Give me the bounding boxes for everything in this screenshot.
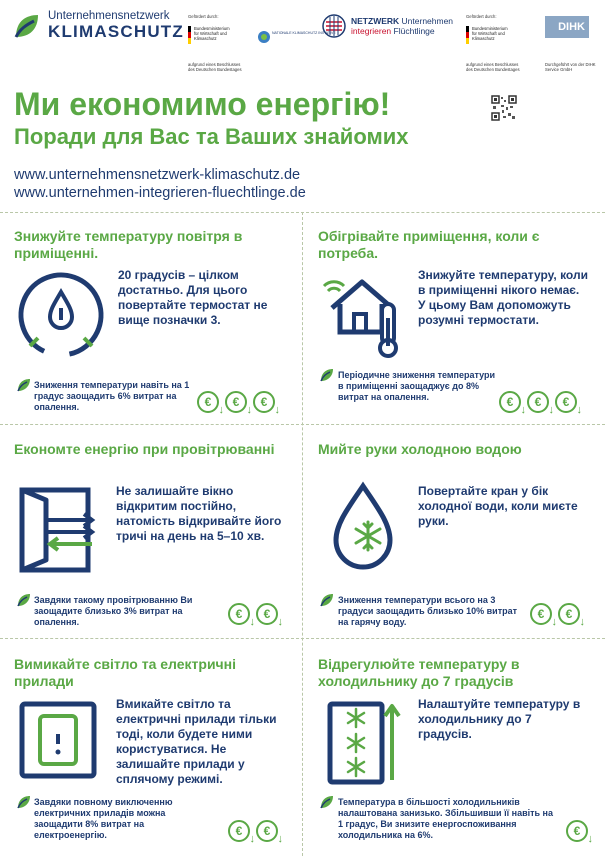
tip-body: Повертайте кран у бік холодної води, коли миєте руки. <box>418 484 578 528</box>
tip-title: Обігрівайте приміщення, коли є потреба. <box>318 228 540 261</box>
window-airflow-icon <box>18 486 98 579</box>
qr-code-icon[interactable] <box>491 95 517 121</box>
euro-savings-icon: € ↓ <box>558 603 580 625</box>
url-nui[interactable]: www.unternehmen-integrieren-fluechtlinge.de <box>14 185 306 201</box>
euro-savings-icon: € ↓ <box>228 603 250 625</box>
tip-note: Періодичне зниження температури в приміщенні заощаджує до 8% витрат на опалення. <box>338 370 496 402</box>
tip-note: Температура в більшості холодильників налаштована занизько. Збільшивши її навіть на 1 градус, Ви знизите енергоспоживання холодильника на 6%. <box>338 797 554 840</box>
leaf-bullet-icon <box>17 795 31 809</box>
euro-savings-icon: € ↓ <box>228 820 250 842</box>
page-title: Ми економимо енергію! <box>14 86 391 122</box>
leaf-bullet-icon <box>17 378 31 392</box>
bmwk-logo-2: Bundesministerium für Wirtschaft und Klimaschutz <box>466 26 512 44</box>
euro-savings-icon: € ↓ <box>566 820 588 842</box>
nui-logo: NETZWERK Unternehmen integrieren Flüchtlinge <box>322 14 453 38</box>
savings-icons <box>228 603 284 628</box>
nui-network-icon <box>322 14 346 38</box>
cold-water-drop-icon <box>328 480 398 577</box>
light-switch-icon <box>18 700 98 785</box>
bundestag-note-1: aufgrund eines Beschlusses des Deutschen Bundestages <box>188 62 242 72</box>
divider <box>302 212 303 856</box>
page-subtitle: Поради для Вас та Ваших знайомих <box>14 124 409 149</box>
dihk-note: Durchgeführt von der DIHK Service GmbH <box>545 62 596 72</box>
leaf-bullet-icon <box>17 593 31 607</box>
tip-title: Знижуйте температуру повітря в приміщенні. <box>14 228 243 261</box>
fridge-snowflake-icon <box>326 700 406 791</box>
ukl-line2: KLIMASCHUTZ <box>48 22 184 41</box>
savings-icons <box>228 820 284 845</box>
savings-icons <box>197 391 281 416</box>
tip-body: Налаштуйте температуру в холодильнику до 7 градусів. <box>418 697 581 741</box>
savings-icons <box>566 820 594 845</box>
tip-title: Вимикайте світло та електричні прилади <box>14 656 237 689</box>
euro-savings-icon: € ↓ <box>555 391 577 413</box>
thermostat-dial-icon <box>16 270 106 365</box>
ukl-leaf-icon <box>12 11 42 41</box>
euro-savings-icon: € ↓ <box>256 603 278 625</box>
smart-home-thermometer-icon <box>318 268 413 363</box>
tip-body: 20 градусів – цілком достатньо. Для цього повертайте термостат не вище позначки 3. <box>118 268 268 327</box>
tip-title: Мийте руки холодною водою <box>318 441 522 457</box>
leaf-bullet-icon <box>320 795 334 809</box>
leaf-bullet-icon <box>320 368 334 382</box>
tip-title: Економте енергію при провітрюванні <box>14 441 275 457</box>
tip-note: Завдяки такому провітрюванню Ви заощадите близько 3% витрат на опалення. <box>34 595 193 627</box>
tip-note: Зниження температури всього на 3 градуси заощадить близько 10% витрат на гарячу воду. <box>338 595 518 627</box>
svg-text:NATIONALE KLIMASCHUTZ INITIATI: NATIONALE KLIMASCHUTZ INITIATIVE <box>272 31 336 35</box>
header <box>0 0 605 80</box>
ukl-logo <box>12 10 184 41</box>
tip-body: Не залишайте вікно відкритим постійно, натомість відкривайте його тричі на день на 5–10 хв. <box>116 484 282 543</box>
tip-body: Вмикайте світло та електричні прилади тільки тоді, коли будете ними користуватися. Не залишайте прилади у сплячому режимі. <box>116 697 277 786</box>
nki-logo <box>256 28 336 46</box>
leaf-bullet-icon <box>320 593 334 607</box>
bundestag-note-2: aufgrund eines Beschlusses des Deutschen Bundestages <box>466 62 520 72</box>
tip-title: Відрегулюйте температуру в холодильнику до 7 градусів <box>318 656 520 689</box>
german-flag-icon <box>188 26 191 44</box>
german-flag-icon <box>466 26 469 44</box>
ukl-line1: Unternehmensnetzwerk <box>48 10 170 22</box>
euro-savings-icon: € ↓ <box>527 391 549 413</box>
savings-icons <box>499 391 583 416</box>
euro-savings-icon: € ↓ <box>253 391 275 413</box>
url-ukl[interactable]: www.unternehmensnetzwerk-klimaschutz.de <box>14 167 301 183</box>
funded-by-label-1: Gefördert durch: <box>188 14 219 19</box>
euro-savings-icon: € ↓ <box>256 820 278 842</box>
euro-savings-icon: € ↓ <box>530 603 552 625</box>
euro-savings-icon: € ↓ <box>499 391 521 413</box>
bmwk-logo-1: Bundesministerium für Wirtschaft und Klimaschutz <box>188 26 234 44</box>
tip-body: Знижуйте температуру, коли в приміщенні нікого немає. У цьому Вам допоможуть розумні термостати. <box>418 268 588 327</box>
savings-icons <box>530 603 586 628</box>
euro-savings-icon: € ↓ <box>197 391 219 413</box>
euro-savings-icon: € ↓ <box>225 391 247 413</box>
funded-by-label-2: Gefördert durch: <box>466 14 497 19</box>
dihk-logo: DIHK <box>545 16 589 38</box>
tip-note: Завдяки повному виключенню електричних приладів можна заощадити 8% витрат на електроенергію. <box>34 797 173 840</box>
tip-note: Зниження температури навіть на 1 градус заощадить 6% витрат на опалення. <box>34 380 190 412</box>
